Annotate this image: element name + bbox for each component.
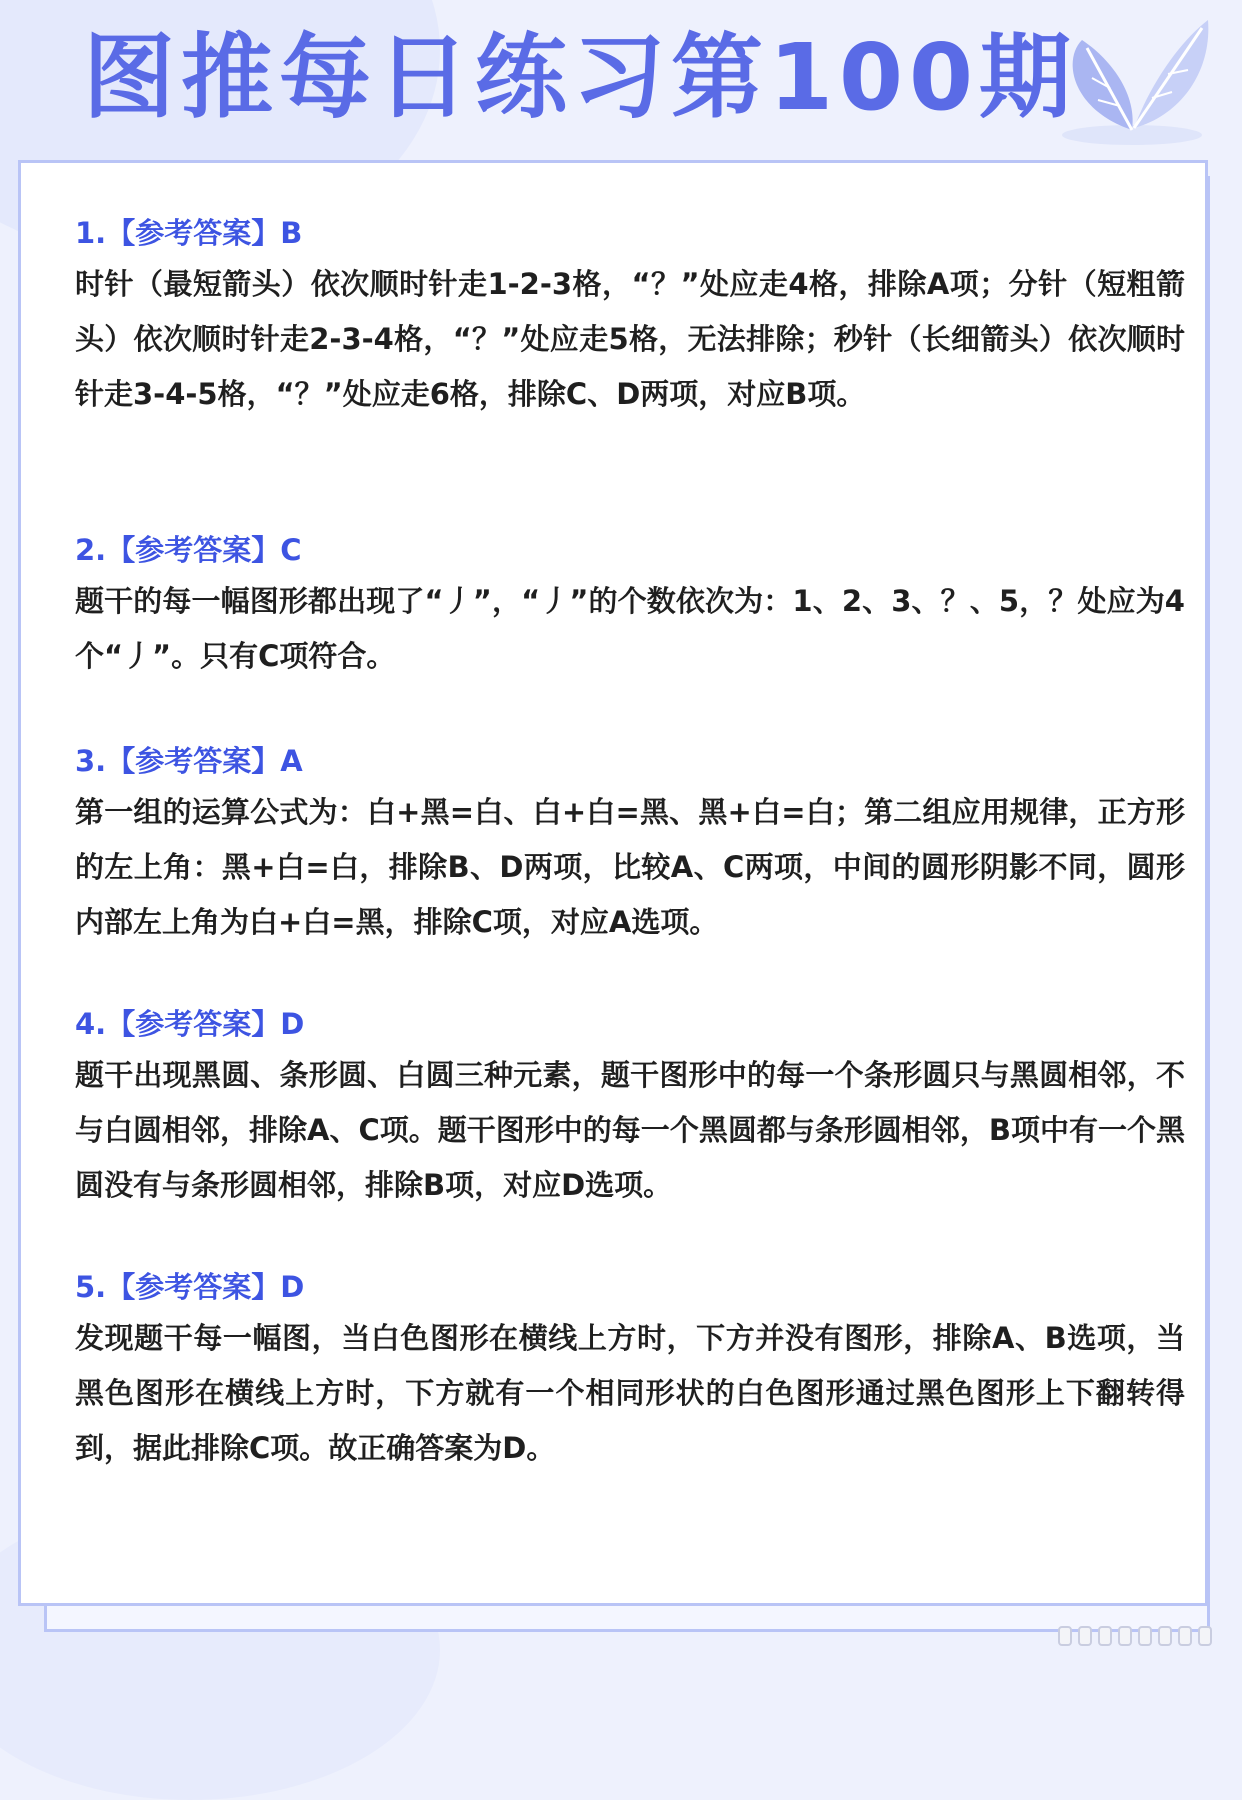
answer-item-4 [75,1000,1185,1213]
watermark-icon [1058,1626,1212,1646]
answer-heading: 5.【参考答案】D [75,1270,305,1304]
answer-heading: 1.【参考答案】B [75,216,303,250]
answer-text: 题干的每一幅图形都出现了“丿”，“丿”的个数依次为：1、2、3、？、5，？处应为4个“丿”。只有C项符合。 [75,584,1185,673]
answer-text: 题干出现黑圆、条形圆、白圆三种元素，题干图形中的每一个条形圆只与黑圆相邻，不与白圆相邻，排除A、C项。题干图形中的每一个黑圆都与条形圆相邻，B项中有一个黑圆没有与条形圆相邻，排除B项，对应D选项。 [75,1058,1185,1202]
leaf-icon [1012,0,1212,170]
answer-item-1 [75,209,1185,422]
page-title: 图推每日练习第100期 [82,24,1078,131]
answer-text: 发现题干每一幅图，当白色图形在横线上方时，下方并没有图形，排除A、B选项，当黑色图形在横线上方时，下方就有一个相同形状的白色图形通过黑色图形上下翻转得到，据此排除C项。故正确答案为D。 [75,1321,1185,1465]
answer-heading: 4.【参考答案】D [75,1007,305,1041]
answer-text: 时针（最短箭头）依次顺时针走1-2-3格，“？”处应走4格，排除A项；分针（短粗箭头）依次顺时针走2-3-4格，“？”处应走5格，无法排除；秒针（长细箭头）依次顺时针走3-4-5格，“？”处应走6格，排除C、D两项，对应B项。 [75,267,1185,411]
answer-text: 第一组的运算公式为：白+黑=白、白+白=黑、黑+白=白；第二组应用规律，正方形的左上角：黑+白=白，排除B、D两项，比较A、C两项，中间的圆形阴影不同，圆形内部左上角为白+白=黑，排除C项，对应A选项。 [75,795,1185,939]
answer-heading: 3.【参考答案】A [75,744,303,778]
answer-item-5 [75,1263,1185,1476]
answer-card [18,160,1208,1606]
answer-heading: 2.【参考答案】C [75,533,302,567]
answer-item-3 [75,737,1185,950]
answer-item-2 [75,526,1185,684]
